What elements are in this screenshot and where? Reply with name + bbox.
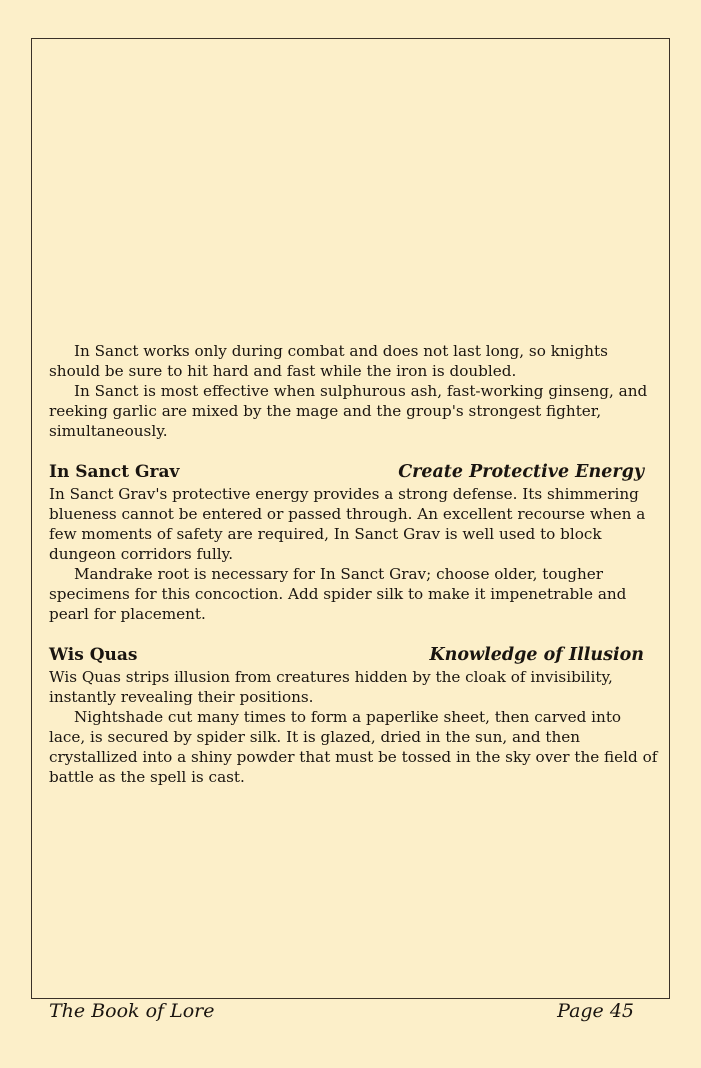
spell-description: Wis Quas strips illusion from creatures hidden by the cloak of invisibility, instantly revealing their positions. xyxy=(49,668,613,706)
intro-paragraph: In Sanct works only during combat and does not last long, so knights should be sure to hit hard and fast while the iron is doubled. xyxy=(49,342,608,380)
spell-description: Mandrake root is necessary for In Sanct Grav; choose older, tougher specimens for this concoction. Add spider silk to make it impenetrable and pearl for placement. xyxy=(49,565,627,623)
spell-effect: Knowledge of Illusion xyxy=(429,645,644,665)
spell-name: Wis Quas xyxy=(49,645,138,665)
spell-description: In Sanct Grav's protective energy provides a strong defense. Its shimmering blueness cannot be entered or passed through. An excellent recourse when a few moments of safety are required, In Sanct Grav is well used to block dungeon corridors fully. xyxy=(49,485,646,563)
spell-header xyxy=(49,645,644,665)
page-number: 45 xyxy=(609,1000,634,1022)
spell-description: Nightshade cut many times to form a paperlike sheet, then carved into lace, is secured by spider silk. It is glazed, dried in the sun, and then crystallized into a shiny powder that must be tossed in the sky over the field of battle as the spell is cast. xyxy=(49,708,658,786)
spell-header xyxy=(49,462,644,482)
spell-name: In Sanct Grav xyxy=(49,462,180,482)
page-footer xyxy=(49,1000,634,1022)
spell-entry-in-sanct-grav xyxy=(49,462,661,624)
spell-effect: Create Protective Energy xyxy=(398,462,644,482)
page-label: Page xyxy=(557,1000,604,1022)
intro-paragraph: In Sanct is most effective when sulphurous ash, fast-working ginseng, and reeking garlic are mixed by the mage and the group's strongest fighter, simultaneously. xyxy=(49,382,648,440)
spell-entry-wis-quas xyxy=(49,645,661,787)
intro-section xyxy=(49,341,661,441)
book-title: The Book of Lore xyxy=(49,1000,215,1022)
page-content xyxy=(49,341,661,787)
page-indicator xyxy=(557,1000,634,1022)
